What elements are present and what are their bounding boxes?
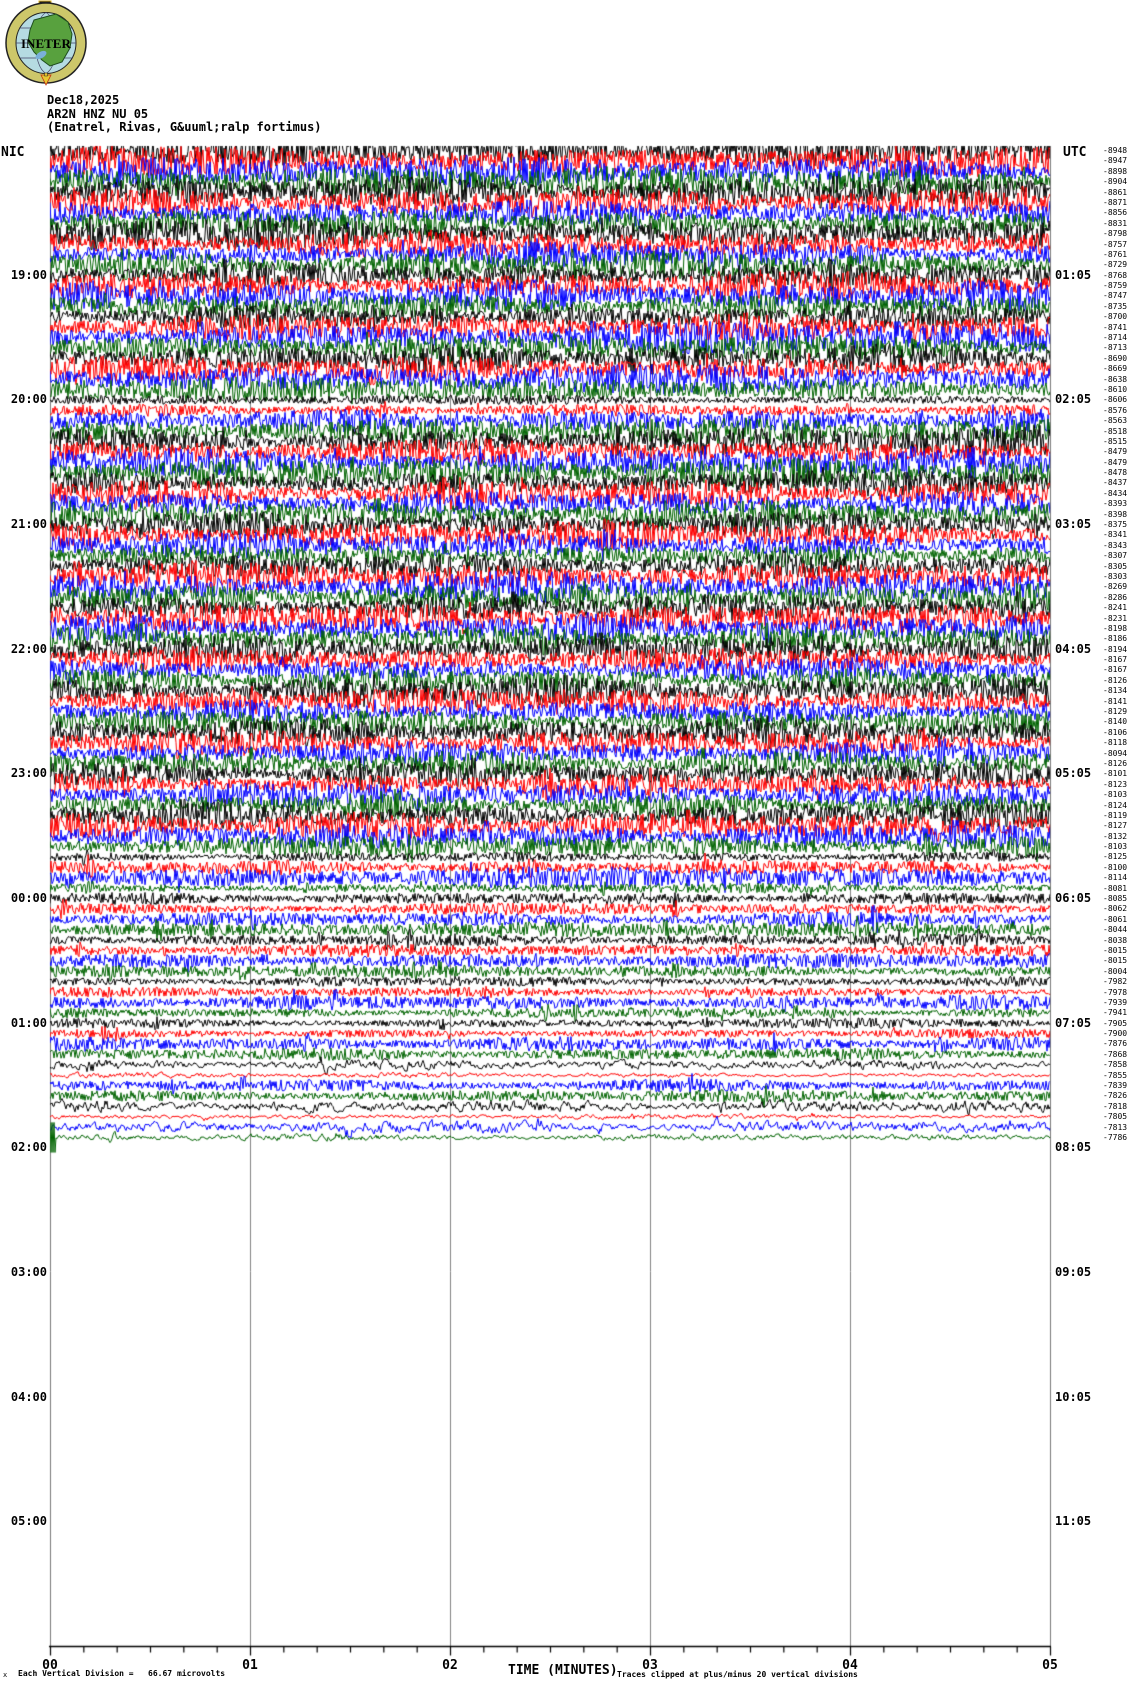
trace-offset-value: -8434 (1103, 488, 1128, 498)
right-hour-label: 10:05 (1055, 1389, 1092, 1404)
clip-note: Traces clipped at plus/minus 20 vertical divisions (617, 1670, 858, 1679)
trace-offset-value: -8194 (1103, 644, 1128, 654)
trace-offset-value: -8700 (1103, 312, 1128, 322)
trace-offset-value: -7805 (1103, 1112, 1128, 1122)
right-hour-label: 03:05 (1055, 517, 1092, 531)
trace-offset-value: -8690 (1103, 353, 1128, 363)
trace-offset-value: -8062 (1103, 904, 1128, 914)
trace-offset-value: -7978 (1103, 987, 1128, 997)
trace-offset-value: -8132 (1103, 831, 1128, 841)
right-timezone-label: UTC (1063, 145, 1087, 160)
trace-offset-value: -8757 (1103, 239, 1128, 249)
trace-offset-value: -8186 (1103, 634, 1128, 644)
right-hour-label: 08:05 (1055, 1140, 1092, 1155)
vertical-division-note: Each Vertical Division = 66.67 microvolts (18, 1669, 226, 1678)
trace-offset-value: -8134 (1103, 686, 1128, 696)
trace-offset-value: -8085 (1103, 894, 1128, 903)
trace-offset-value: -7813 (1103, 1122, 1128, 1132)
x-axis-tick-label: 03 (642, 1658, 658, 1673)
trace-offset-value: -8398 (1103, 509, 1128, 519)
trace-offset-value: -8861 (1103, 187, 1128, 197)
trace-offset-value: -8015 (1103, 945, 1128, 955)
trace-offset-value: -8576 (1103, 405, 1128, 415)
trace-offset-value: -8125 (1103, 852, 1128, 862)
left-hour-label: 04:00 (10, 1389, 47, 1404)
trace-offset-value: -8101 (1103, 769, 1128, 779)
date-title: Dec18,2025 (47, 93, 120, 107)
trace-offset-value: -8114 (1103, 873, 1128, 883)
trace-offset-value: -8759 (1103, 281, 1128, 291)
trace-offset-value: -8119 (1103, 810, 1128, 820)
trace-offset-value: -8714 (1103, 333, 1128, 342)
trace-offset-value: -7839 (1103, 1081, 1128, 1090)
trace-offset-value: -8094 (1103, 748, 1128, 758)
trace-offset-value: -8061 (1103, 914, 1128, 924)
trace-offset-value: -7855 (1103, 1070, 1128, 1080)
right-hour-label: 07:05 (1055, 1015, 1092, 1030)
left-hour-label: 02:00 (10, 1140, 47, 1155)
trace-offset-value: -8305 (1103, 561, 1128, 571)
trace-offset-value: -8515 (1103, 436, 1128, 446)
trace-offset-value: -8393 (1103, 499, 1128, 509)
ineter-globe-icon (4, 0, 92, 88)
right-hour-label: 06:05 (1055, 891, 1092, 905)
trace-offset-value: -7826 (1103, 1091, 1128, 1101)
trace-offset-value: -7786 (1103, 1132, 1128, 1142)
trace-offset-value: -8167 (1103, 655, 1128, 665)
right-hour-label: 02:05 (1055, 392, 1092, 407)
right-hour-label: 05:05 (1055, 766, 1092, 781)
trace-offset-value: -7868 (1103, 1049, 1128, 1059)
trace-offset-value: -8768 (1103, 270, 1128, 280)
trace-offset-value: -8307 (1103, 551, 1128, 561)
trace-offset-value: -8904 (1103, 177, 1128, 187)
trace-offset-value: -8100 (1103, 862, 1128, 872)
trace-offset-value: -8126 (1103, 758, 1128, 768)
left-hour-label: 20:00 (10, 392, 47, 407)
trace-offset-value: -8241 (1103, 603, 1128, 613)
left-timezone-label: NIC (1, 145, 25, 160)
footer-tiny-mark: x (3, 1671, 8, 1679)
trace-offset-value: -8669 (1103, 364, 1128, 374)
trace-offset-value: -8638 (1103, 374, 1128, 384)
x-axis-tick-label: 00 (42, 1658, 58, 1673)
trace-offset-value: -8735 (1103, 301, 1128, 311)
left-hour-label: 21:00 (10, 517, 47, 531)
left-hour-label: 23:00 (10, 766, 47, 781)
trace-offset-value: -8479 (1103, 447, 1128, 457)
trace-offset-value: -8015 (1103, 956, 1128, 966)
trace-offset-value: -8741 (1103, 322, 1128, 332)
trace-offset-value: -8044 (1103, 925, 1128, 935)
left-hour-label: 00:00 (10, 891, 47, 905)
trace-offset-value: -8103 (1103, 842, 1128, 852)
trace-offset-value: -8118 (1103, 738, 1128, 748)
trace-offset-value: -8713 (1103, 343, 1128, 353)
trace-offset-value: -8437 (1103, 478, 1128, 488)
trace-offset-value: -7858 (1103, 1060, 1128, 1070)
trace-offset-value: -8124 (1103, 800, 1128, 810)
trace-offset-value: -7939 (1103, 997, 1128, 1007)
trace-offset-value: -7982 (1103, 977, 1128, 987)
trace-offset-value: -7818 (1103, 1101, 1128, 1111)
left-hour-label: 01:00 (10, 1015, 47, 1030)
trace-offset-value: -8123 (1103, 779, 1128, 789)
trace-offset-value: -8286 (1103, 592, 1128, 602)
trace-offset-value: -7941 (1103, 1008, 1128, 1018)
trace-offset-value: -8341 (1103, 530, 1128, 540)
trace-offset-value: -7900 (1103, 1029, 1128, 1039)
x-axis-tick-label: 01 (242, 1658, 258, 1673)
trace-offset-value: -8127 (1103, 821, 1128, 831)
trace-offset-value: -8761 (1103, 249, 1128, 259)
trace-offset-value: -8871 (1103, 197, 1128, 207)
trace-offset-value: -8167 (1103, 665, 1128, 675)
trace-offset-value: -8798 (1103, 229, 1128, 239)
trace-offset-value: -8126 (1103, 675, 1128, 685)
trace-offset-value: -7905 (1103, 1018, 1128, 1028)
trace-offset-value: -8479 (1103, 457, 1128, 467)
trace-offset-value: -8856 (1103, 208, 1128, 218)
trace-offset-value: -8606 (1103, 395, 1128, 405)
station-subtitle: (Enatrel, Rivas, G&uuml;ralp fortimus) (47, 120, 322, 134)
station-title: AR2N HNZ NU 05 (47, 106, 149, 121)
trace-offset-value: -8729 (1103, 260, 1128, 270)
right-hour-label: 01:05 (1055, 267, 1092, 282)
trace-offset-value: -8518 (1103, 426, 1128, 436)
trace-offset-value: -8947 (1103, 156, 1128, 166)
left-hour-label: 19:00 (10, 267, 47, 282)
trace-offset-value: -8004 (1103, 966, 1128, 976)
trace-offset-value: -8140 (1103, 717, 1128, 727)
trace-offset-value: -8231 (1103, 613, 1128, 623)
ineter-logo (4, 0, 92, 88)
trace-offset-value: -8375 (1103, 520, 1128, 529)
x-axis-tick-label: 04 (842, 1658, 858, 1673)
trace-offset-value: -8747 (1103, 291, 1128, 301)
left-hour-label: 22:00 (10, 641, 47, 656)
trace-offset-value: -8198 (1103, 623, 1128, 633)
right-hour-label: 09:05 (1055, 1265, 1092, 1279)
trace-offset-value: -8103 (1103, 790, 1128, 800)
right-hour-label: 04:05 (1055, 641, 1092, 656)
trace-offset-value: -8081 (1103, 883, 1128, 893)
left-hour-label: 03:00 (10, 1265, 47, 1279)
x-axis-tick-label: 05 (1042, 1658, 1058, 1673)
trace-offset-value: -8610 (1103, 384, 1128, 394)
trace-offset-value: -8038 (1103, 935, 1128, 945)
left-hour-label: 05:00 (10, 1514, 47, 1529)
trace-offset-value: -8303 (1103, 571, 1128, 581)
trace-offset-value: -8106 (1103, 727, 1128, 737)
trace-offset-value: -8141 (1103, 696, 1128, 706)
trace-offset-value: -8831 (1103, 218, 1128, 228)
trace-offset-value: -8478 (1103, 468, 1128, 478)
x-axis-tick-label: 02 (442, 1658, 458, 1673)
x-axis-title: TIME (MINUTES) (508, 1663, 618, 1678)
trace-offset-value: -8129 (1103, 707, 1128, 716)
svg-text:INETER: INETER (21, 36, 71, 51)
trace-offset-value: -8343 (1103, 540, 1128, 550)
right-hour-label: 11:05 (1055, 1514, 1092, 1529)
trace-offset-value: -8269 (1103, 582, 1128, 592)
trace-offset-value: -8948 (1103, 146, 1128, 155)
trace-offset-value: -8898 (1103, 166, 1128, 176)
trace-offset-value: -7876 (1103, 1039, 1128, 1049)
trace-offset-value: -8563 (1103, 416, 1128, 426)
